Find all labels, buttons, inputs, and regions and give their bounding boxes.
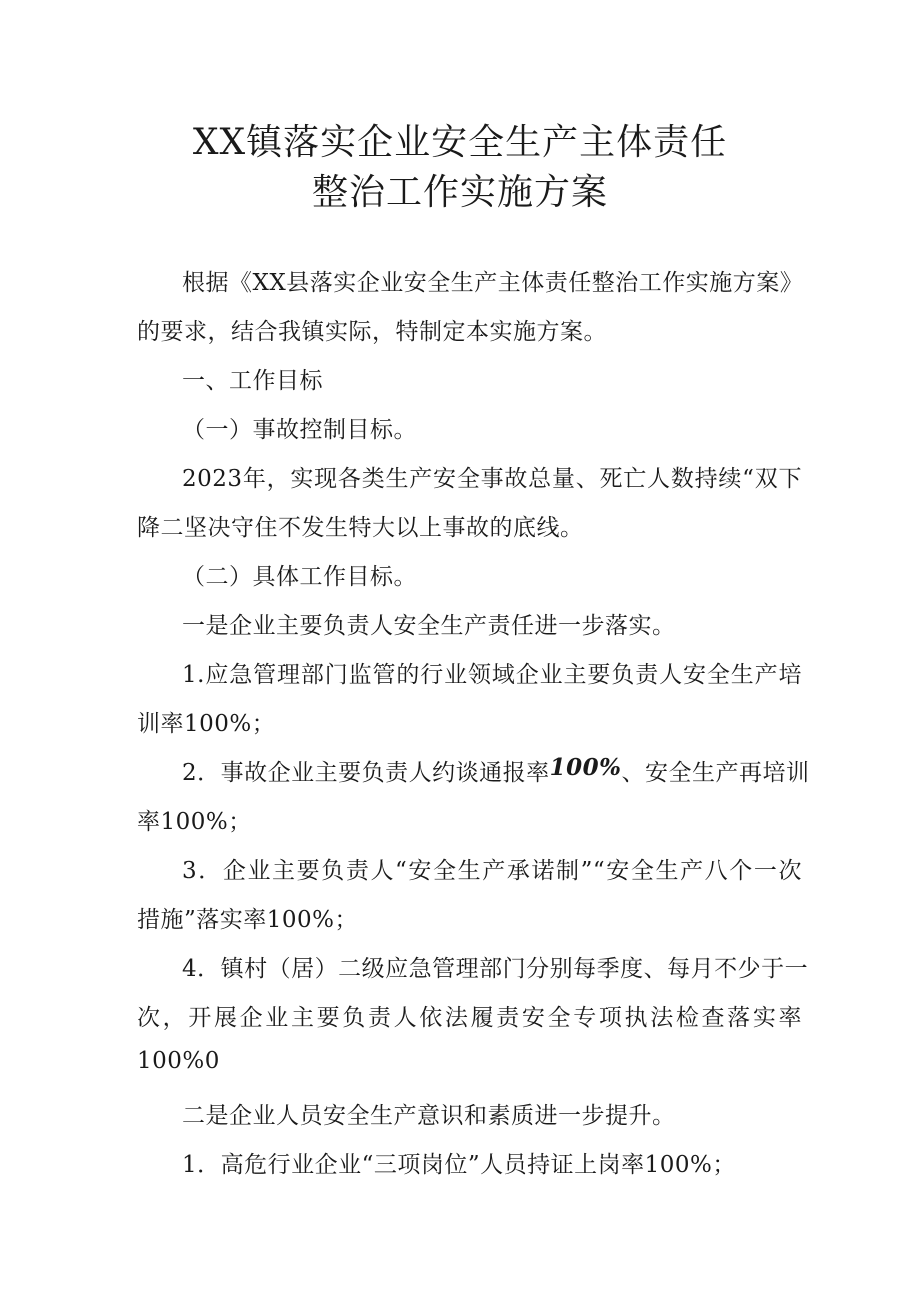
document-title-line-2: 整治工作实施方案 [311, 172, 608, 213]
item-4-line-3: 100%0 [137, 1048, 220, 1074]
item-4-line-1: 4．镇村（居）二级应急管理部门分别每季度、每月不少于一 [182, 956, 809, 982]
item-4-line-2: 次，开展企业主要负责人依法履责安全专项执法检查落实率 [137, 1005, 802, 1031]
goal-paragraph-line-1: 2023年，实现各类生产安全事故总量、死亡人数持续“双下 [182, 466, 802, 492]
item-2-line-1 [182, 754, 810, 787]
item-3-line-1: 3．企业主要负责人“安全生产承诺制”“安全生产八个一次 [182, 858, 802, 884]
intro-paragraph-line-1: 根据《XX县落实企业安全生产主体责任整治工作实施方案》 [182, 270, 804, 296]
item-staff-1: 1．高危行业企业“三项岗位”人员持证上岗率100%； [182, 1152, 736, 1178]
item-2-line-2: 率100%； [137, 809, 252, 835]
document-title-line-1: XX镇落实企业安全生产主体责任 [192, 122, 728, 163]
section-heading-work-goals: 一、工作目标 [182, 368, 323, 394]
item-2-rate-emphasis: 100% [549, 754, 622, 781]
goal-paragraph-line-2: 降二坚决守住不发生特大以上事故的底线。 [137, 515, 584, 541]
item-2-text-post: 、安全生产再培训 [621, 760, 810, 786]
item-1-line-2: 训率100%； [137, 711, 276, 737]
subheading-specific-goals: （二）具体工作目标。 [182, 564, 417, 590]
item-1-line-1: 1.应急管理部门监管的行业领域企业主要负责人安全生产培 [182, 662, 802, 688]
subheading-accident-control: （一）事故控制目标。 [182, 417, 417, 443]
intro-paragraph-line-2: 的要求，结合我镇实际，特制定本实施方案。 [137, 319, 607, 345]
item-3-line-2: 措施”落实率100%； [137, 907, 359, 933]
item-leader-responsibility: 一是企业主要负责人安全生产责任进一步落实。 [182, 613, 676, 639]
item-staff-awareness: 二是企业人员安全生产意识和素质进一步提升。 [182, 1103, 676, 1129]
item-2-text-pre: 2．事故企业主要负责人约谈通报率 [182, 760, 550, 786]
